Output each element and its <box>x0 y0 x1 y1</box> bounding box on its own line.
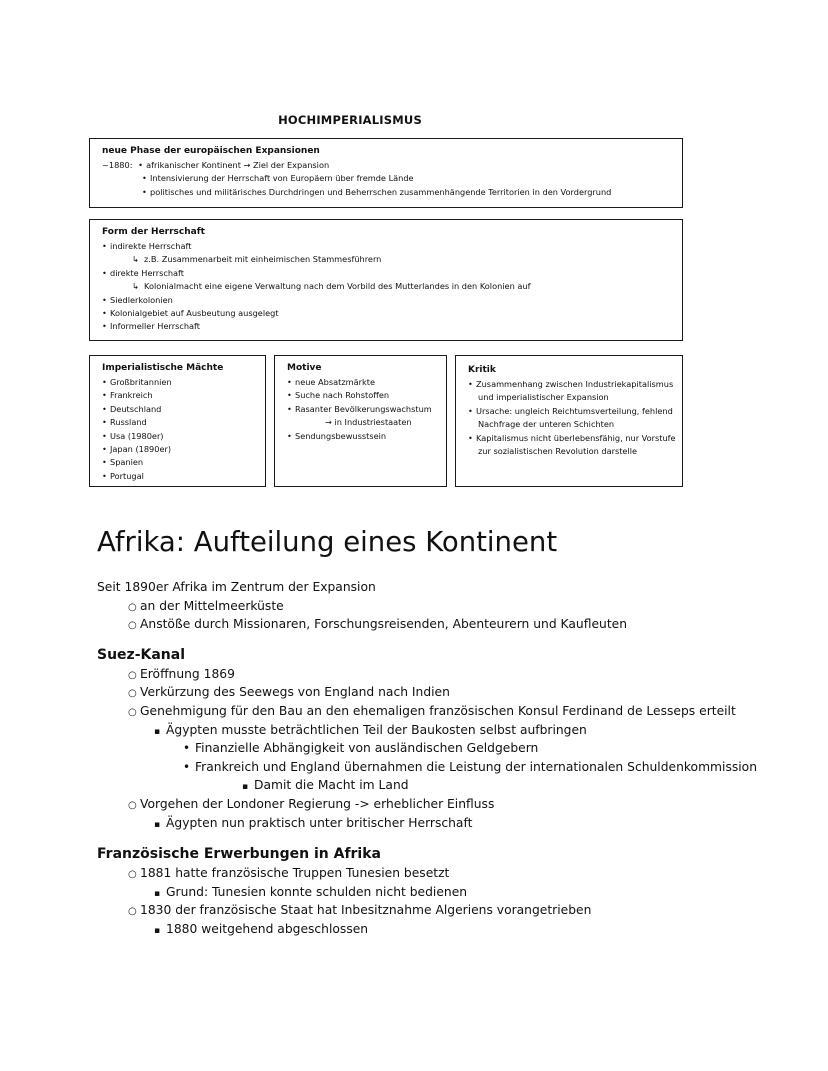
list-item: Seit 1890er Afrika im Zentrum der Expansion <box>97 580 376 594</box>
circle-bullet-icon: ○ <box>128 869 137 881</box>
circle-bullet-icon: ○ <box>128 601 137 613</box>
list-item: ○ Eröffnung 1869 <box>97 665 797 684</box>
list-item: ▪ Grund: Tunesien konnte schulden nicht bedienen <box>97 883 797 902</box>
box-heading: Motive <box>287 363 322 373</box>
list-item: • Informeller Herrschaft <box>102 320 670 333</box>
circle-bullet-icon: ○ <box>128 799 137 811</box>
list-item: • Spanien <box>102 456 253 469</box>
small-bullet-icon: ▪ <box>154 925 161 936</box>
box-heading: Form der Herrschaft <box>102 227 205 237</box>
list-item: ~1880: • afrikanischer Kontinent → Ziel der Expansion <box>102 159 670 172</box>
list-item: • Japan (1890er) <box>102 443 253 456</box>
list-item: • Rasanter Bevölkerungswachstum <box>287 403 434 416</box>
small-bullet-icon: ▪ <box>154 726 161 737</box>
list-item: ▪ 1880 weitgehend abgeschlossen <box>97 920 797 939</box>
list-item: • indirekte Herrschaft <box>102 240 670 253</box>
box-imperialistische-maechte <box>89 355 266 487</box>
circle-bullet-icon: ○ <box>128 906 137 918</box>
section-heading-afrika: Afrika: Aufteilung eines Kontinent <box>97 526 558 558</box>
small-bullet-icon: ▪ <box>242 782 249 793</box>
list-item: • Suche nach Rohstoffen <box>287 389 434 402</box>
list-item: • Usa (1980er) <box>102 430 253 443</box>
circle-bullet-icon: ○ <box>128 706 137 718</box>
list-subitem: ↳ z.B. Zusammenarbeit mit einheimischen Stammesführern <box>102 253 670 266</box>
section-heading-suez: Suez-Kanal <box>97 646 186 663</box>
list-item: • Finanzielle Abhängigkeit von ausländischen Geldgebern <box>97 739 797 758</box>
circle-bullet-icon: ○ <box>128 688 137 700</box>
list-item: • direkte Herrschaft <box>102 267 670 280</box>
list-item: • Frankreich <box>102 389 253 402</box>
circle-bullet-icon: ○ <box>128 669 137 681</box>
box-motive <box>274 355 447 487</box>
dot-bullet-icon: • <box>183 759 191 774</box>
notes-body <box>97 578 797 939</box>
list-item: • Portugal <box>102 470 253 483</box>
list-item: • Intensivierung der Herrschaft von Europäern über fremde Lände <box>102 172 670 185</box>
list-item: • Kapitalismus nicht überlebensfähig, nur Vorstufe <box>468 432 670 445</box>
list-item: • Deutschland <box>102 403 253 416</box>
list-item: • Sendungsbewusstsein <box>287 430 434 443</box>
list-item: ○ Anstöße durch Missionaren, Forschungsreisenden, Abenteurern und Kaufleuten <box>97 615 797 634</box>
box-heading: Imperialistische Mächte <box>102 363 224 373</box>
small-bullet-icon: ▪ <box>154 819 161 830</box>
dot-bullet-icon: • <box>183 741 191 756</box>
year-label: ~1880: <box>102 160 133 170</box>
list-item: ▪ Ägypten musste beträchtlichen Teil der Baukosten selbst aufbringen <box>97 721 797 740</box>
list-item: • Ursache: ungleich Reichtumsverteilung, fehlend <box>468 405 670 418</box>
corner-arrow-icon: ↳ <box>132 254 139 265</box>
list-item: ○ Vorgehen der Londoner Regierung -> erheblicher Einfluss <box>97 795 797 814</box>
list-item: • Großbritannien <box>102 376 253 389</box>
box-new-phase <box>89 138 683 208</box>
list-item: • Zusammenhang zwischen Industriekapitalismus <box>468 378 670 391</box>
list-item-continuation: und imperialistischer Expansion <box>478 392 609 403</box>
box-kritik <box>455 355 683 487</box>
list-item: ○ an der Mittelmeerküste <box>97 597 797 616</box>
list-item: • Siedlerkolonien <box>102 294 670 307</box>
box-heading: neue Phase der europäischen Expansionen <box>102 146 320 156</box>
corner-arrow-icon: ↳ <box>132 281 139 292</box>
section-heading-frankreich: Französische Erwerbungen in Afrika <box>97 846 381 863</box>
list-item: ▪ Damit die Macht im Land <box>97 776 797 795</box>
list-item: • Kolonialgebiet auf Ausbeutung ausgelegt <box>102 307 670 320</box>
list-item: • Russland <box>102 416 253 429</box>
box-heading: Kritik <box>468 365 496 375</box>
circle-bullet-icon: ○ <box>128 620 137 632</box>
list-item: ○ 1881 hatte französische Truppen Tunesien besetzt <box>97 864 797 883</box>
list-item: • politisches und militärisches Durchdringen und Beherrschen zusammenhängende Territorien in den Vordergrund <box>102 186 670 199</box>
list-subitem: ↳ Kolonialmacht eine eigene Verwaltung nach dem Vorbild des Mutterlandes in den Kolonien auf <box>102 280 670 293</box>
list-item-continuation: Nachfrage der unteren Schichten <box>478 419 615 430</box>
arrow-note: → in Industriestaaten <box>325 417 412 428</box>
list-item: • neue Absatzmärkte <box>287 376 434 389</box>
list-item: ▪ Ägypten nun praktisch unter britischer Herrschaft <box>97 814 797 833</box>
list-item: ○ Verkürzung des Seewegs von England nach Indien <box>97 683 797 702</box>
list-item: ○ Genehmigung für den Bau an den ehemaligen französischen Konsul Ferdinand de Lesseps erteilt <box>97 702 797 721</box>
list-item-continuation: zur sozialistischen Revolution darstelle <box>478 446 638 457</box>
box-form-der-herrschaft <box>89 219 683 341</box>
list-item: ○ 1830 der französische Staat hat Inbesitznahme Algeriens vorangetrieben <box>97 901 797 920</box>
page-title: HOCHIMPERIALISMUS <box>278 113 422 127</box>
small-bullet-icon: ▪ <box>154 888 161 899</box>
list-item: • Frankreich und England übernahmen die Leistung der internationalen Schuldenkommission <box>97 758 797 777</box>
